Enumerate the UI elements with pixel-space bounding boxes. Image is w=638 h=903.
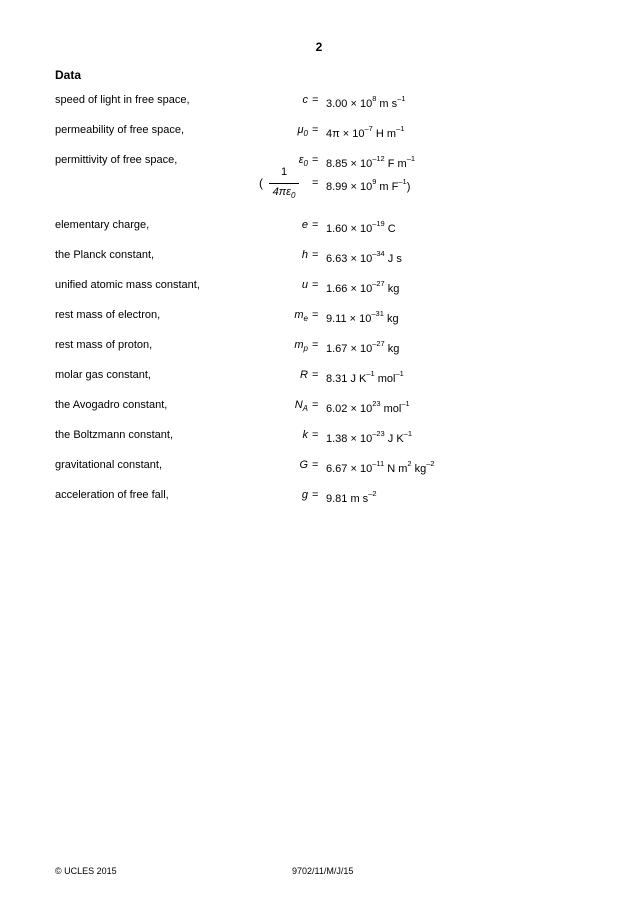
constant-value: $6.02 \times 10^{23}$ mol$^{-1}$ <box>326 399 410 415</box>
constant-row-avogadro <box>0 399 638 415</box>
equals-sign: = <box>312 94 319 106</box>
fraction-denominator: $4\pi\varepsilon_0$ <box>272 186 296 200</box>
equals-sign: = <box>312 249 319 261</box>
constant-row-planck <box>0 249 638 265</box>
constant-label: permeability of free space, <box>55 124 185 136</box>
constant-symbol: c <box>302 94 308 106</box>
equals-sign: = <box>312 309 319 321</box>
constant-label: the Boltzmann constant, <box>55 429 174 441</box>
equals-sign: = <box>312 399 319 411</box>
equals-sign: = <box>312 459 319 471</box>
equals-sign: = <box>312 339 319 351</box>
constant-label: elementary charge, <box>55 219 150 231</box>
constant-value: $3.00 \times 10^8$ m $s^{-1}$ <box>326 94 406 110</box>
constant-value: $9.11 \times 10^{-31}$ kg <box>326 309 399 325</box>
constant-value: $8.99 \times 10^9$ m $F^{-1}$) <box>326 177 411 193</box>
constant-row-molar-gas <box>0 369 638 385</box>
footer-copyright: © UCLES 2015 <box>55 866 117 876</box>
constant-label: speed of light in free space, <box>55 94 190 106</box>
constant-symbol: e <box>301 219 308 231</box>
constant-value: $6.67 \times 10^{-11}$ N $m^2$ $kg^{-2}$ <box>326 459 435 475</box>
constant-value: $1.38 \times 10^{-23}$ J $K^{-1}$ <box>326 429 413 445</box>
constant-value: $6.63 \times 10^{-34}$ J s <box>326 249 402 265</box>
footer-paper-code: 9702/11/M/J/15 <box>292 866 354 876</box>
open-paren: ( <box>259 176 263 190</box>
constant-row-boltzmann <box>0 429 638 445</box>
equals-sign: = <box>312 369 319 381</box>
constant-symbol: u <box>301 279 308 291</box>
constant-symbol: h <box>301 249 308 261</box>
constant-symbol: g <box>301 489 308 501</box>
constant-value: $1.66 \times 10^{-27}$ kg <box>326 279 400 295</box>
constant-label: the Planck constant, <box>55 249 155 261</box>
constant-label: the Avogadro constant, <box>55 399 168 411</box>
constant-row-free-fall <box>0 489 638 505</box>
constant-symbol: $N_A$ <box>294 399 308 413</box>
equals-sign: = <box>312 154 319 166</box>
constant-symbol: k <box>302 429 308 441</box>
constant-value: 9.81 m $s^{-2}$ <box>326 489 377 505</box>
constant-label: rest mass of electron, <box>55 309 161 321</box>
fraction-numerator: 1 <box>280 166 288 178</box>
constant-row-elementary-charge <box>0 219 638 235</box>
equals-sign: = <box>312 219 319 231</box>
equals-sign: = <box>312 429 319 441</box>
constant-row-proton-mass <box>0 339 638 355</box>
constant-value: $1.60 \times 10^{-19}$ C <box>326 219 396 235</box>
constant-label: gravitational constant, <box>55 459 163 471</box>
constant-label: unified atomic mass constant, <box>55 279 200 291</box>
constant-row-atomic-mass <box>0 279 638 295</box>
constant-row-speed-of-light <box>0 94 638 110</box>
data-heading: Data <box>55 68 82 82</box>
constant-row-permeability <box>0 124 638 140</box>
constant-value: 8.31 J $K^{-1}$ mol$^{-1}$ <box>326 369 404 385</box>
constant-label: molar gas constant, <box>55 369 151 381</box>
constant-value: $1.67 \times 10^{-27}$ kg <box>326 339 400 355</box>
page-number: 2 <box>315 40 323 54</box>
equals-sign: = <box>312 489 319 501</box>
constant-label: rest mass of proton, <box>55 339 153 351</box>
constant-value: $4\pi \times 10^{-7}$ H $m^{-1}$ <box>326 124 405 140</box>
constant-symbol: R <box>300 369 308 381</box>
constant-row-electron-mass <box>0 309 638 325</box>
constant-label: permittivity of free space, <box>55 154 178 166</box>
constant-label: acceleration of free fall, <box>55 489 169 501</box>
constant-row-gravitational <box>0 459 638 475</box>
constant-row-coulomb <box>0 177 638 193</box>
constant-symbol: G <box>299 459 308 471</box>
equals-sign: = <box>312 279 319 291</box>
constant-symbol: $m_p$ <box>294 339 308 353</box>
constant-symbol: $\varepsilon_0$ <box>298 154 308 168</box>
constant-symbol: $\mu_0$ <box>297 124 308 138</box>
equals-sign: = <box>312 177 319 189</box>
equals-sign: = <box>312 124 319 136</box>
constant-symbol: $m_e$ <box>294 309 308 323</box>
constant-value: $8.85 \times 10^{-12}$ F $m^{-1}$ <box>326 154 416 170</box>
